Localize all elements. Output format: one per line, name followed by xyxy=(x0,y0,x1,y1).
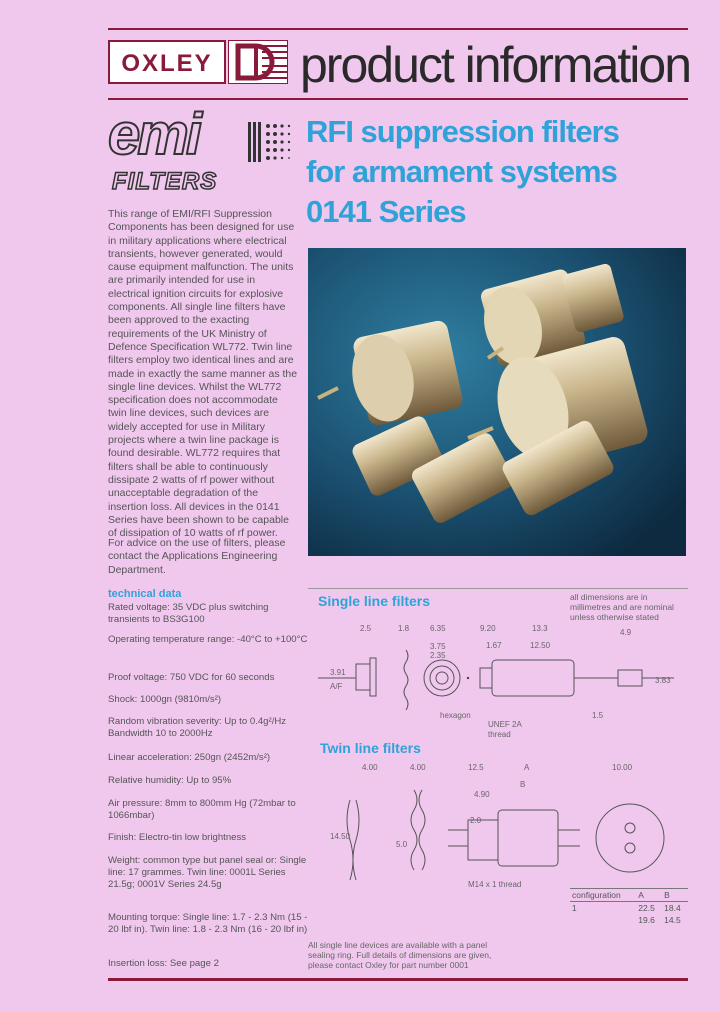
header-top-rule xyxy=(108,28,688,30)
table-row xyxy=(570,902,688,915)
headline-series: 0141 Series xyxy=(306,194,466,229)
twin-line-drawing xyxy=(318,760,688,890)
intro-paragraph: This range of EMI/RFI Suppression Components has been designed for use in military applications where electrical transients, however generated, would cause equipment malfunction. The units are primarily intended for use in electrical ignition circuits for explosive components. All single line filters have been approved to the exacting requirements of the UK Ministry of Defence Specification WL772. Twin line filters employ two identical lines and are made in exactly the same manner as the single line devices. Whilst the WL772 specification does not accommodate twin line devices, such devices are widely accepted for use in Military projects where a twin line package is found desirable. WL772 requires that filters shall be able to continuously dissipate 2 watts of rf power without unacceptable degradation of the insertion loss. All devices in the 0141 Series have been shown to be capable of dissipation of 10 watts of rf power. xyxy=(108,208,298,540)
headline-line-2: for armament systems xyxy=(306,154,617,189)
technical-data-title: technical data xyxy=(108,588,182,600)
diagram-footnote: All single line devices are available with a panel sealing ring. Full details of dimensions are given, please contact Oxley for part number 0001 xyxy=(308,940,492,970)
single-line-title: Single line filters xyxy=(318,593,431,609)
oxley-logo-text: OXLEY xyxy=(121,50,213,77)
spec-proof-voltage: Proof voltage: 750 VDC for 60 seconds xyxy=(108,672,275,683)
twin-dim-10-00: 10.00 xyxy=(612,763,633,772)
filters-logo-text: FILTERS xyxy=(112,168,218,195)
label-unef: UNEF 2A xyxy=(488,720,522,729)
page-title: product information xyxy=(300,37,691,93)
table-cell: 14.5 xyxy=(664,915,681,925)
twin-dim-4-90: 4.90 xyxy=(474,790,490,799)
table-header-b: B xyxy=(662,889,688,902)
table-cell xyxy=(570,914,636,926)
twin-dim-4-00-b: 4.00 xyxy=(410,763,426,772)
twin-dim-2-0: 2.0 xyxy=(470,816,482,825)
oxley-d-logo-icon xyxy=(228,40,288,84)
spec-air-pressure: Air pressure: 8mm to 800mm Hg (72mbar to 1066mbar) xyxy=(108,798,296,821)
label-thread: thread xyxy=(488,730,511,739)
spec-finish: Finish: Electro-tin low brightness xyxy=(108,832,247,843)
dim-13-3: 13.3 xyxy=(532,624,548,633)
table-header-row xyxy=(570,889,688,902)
dim-3-75: 3.75 xyxy=(430,642,446,651)
table-cell: 22.5 xyxy=(638,903,655,913)
table-row xyxy=(570,914,688,926)
spec-acceleration: Linear acceleration: 250gn (2452m/s²) xyxy=(108,752,271,763)
dim-12-50: 12.50 xyxy=(530,641,551,650)
emi-logo-text: emi xyxy=(108,102,199,167)
headline-line-1: RFI suppression filters xyxy=(306,114,619,149)
table-cell: 1 xyxy=(572,903,577,913)
dim-9-20: 9.20 xyxy=(480,624,496,633)
spec-insertion-loss: Insertion loss: See page 2 xyxy=(108,958,219,969)
footer-rule xyxy=(108,978,688,981)
spec-temperature: Operating temperature range: -40°C to +100°C xyxy=(108,634,308,645)
advice-paragraph: For advice on the use of filters, please contact the Applications Engineering Department. xyxy=(108,537,286,576)
table-header-a: A xyxy=(636,889,662,902)
spec-shock: Shock: 1000gn (9810m/s²) xyxy=(108,694,222,705)
twin-dim-14-50: 14.50 xyxy=(330,832,351,841)
configuration-table xyxy=(570,888,688,926)
label-hexagon: hexagon xyxy=(440,711,471,720)
twin-thread-label: M14 x 1 thread xyxy=(468,880,522,889)
twin-dim-a: A xyxy=(524,763,530,772)
table-header-configuration: configuration xyxy=(570,889,636,902)
spec-humidity: Relative humidity: Up to 95% xyxy=(108,775,232,786)
dim-1-67: 1.67 xyxy=(486,641,502,650)
dim-3-91: 3.91 xyxy=(330,668,346,677)
dim-af: A/F xyxy=(330,682,343,691)
dim-2-35: 2.35 xyxy=(430,651,446,660)
spec-vibration: Random vibration severity: Up to 0.4g²/Hz Bandwidth 10 to 2000Hz xyxy=(108,716,287,739)
spec-rated-voltage: Rated voltage: 35 VDC plus switching transients to BS3G100 xyxy=(108,602,269,625)
dim-1-5: 1.5 xyxy=(592,711,604,720)
header-bottom-rule xyxy=(108,98,688,100)
spec-weight: Weight: common type but panel seal or: Single line: 17 grammes. Twin line: 0001L Series 21.5g; 0001V Series 24.5g xyxy=(108,855,307,890)
diagram-top-rule xyxy=(308,588,688,589)
twin-dim-b: B xyxy=(520,780,526,789)
dimension-note: all dimensions are in millimetres and are nominal unless otherwise stated xyxy=(570,592,674,622)
dim-6-35: 6.35 xyxy=(430,624,446,633)
spec-mounting-torque: Mounting torque: Single line: 1.7 - 2.3 Nm (15 - 20 lbf in). Twin line: 1.8 - 2.3 Nm (16 - 20 lbf in) xyxy=(108,912,308,935)
dim-2-5: 2.5 xyxy=(360,624,372,633)
product-photo xyxy=(308,248,686,556)
twin-dim-5-0: 5.0 xyxy=(396,840,408,849)
table-cell: 18.4 xyxy=(664,903,681,913)
dot-pattern-icon xyxy=(248,122,298,172)
dim-4-9: 4.9 xyxy=(620,628,632,637)
table-cell: 19.6 xyxy=(638,915,655,925)
twin-dim-4-00-a: 4.00 xyxy=(362,763,378,772)
dim-1-8: 1.8 xyxy=(398,624,410,633)
twin-line-title: Twin line filters xyxy=(320,740,421,756)
dim-3-83: 3.83 xyxy=(655,676,671,685)
twin-dim-12-5: 12.5 xyxy=(468,763,484,772)
